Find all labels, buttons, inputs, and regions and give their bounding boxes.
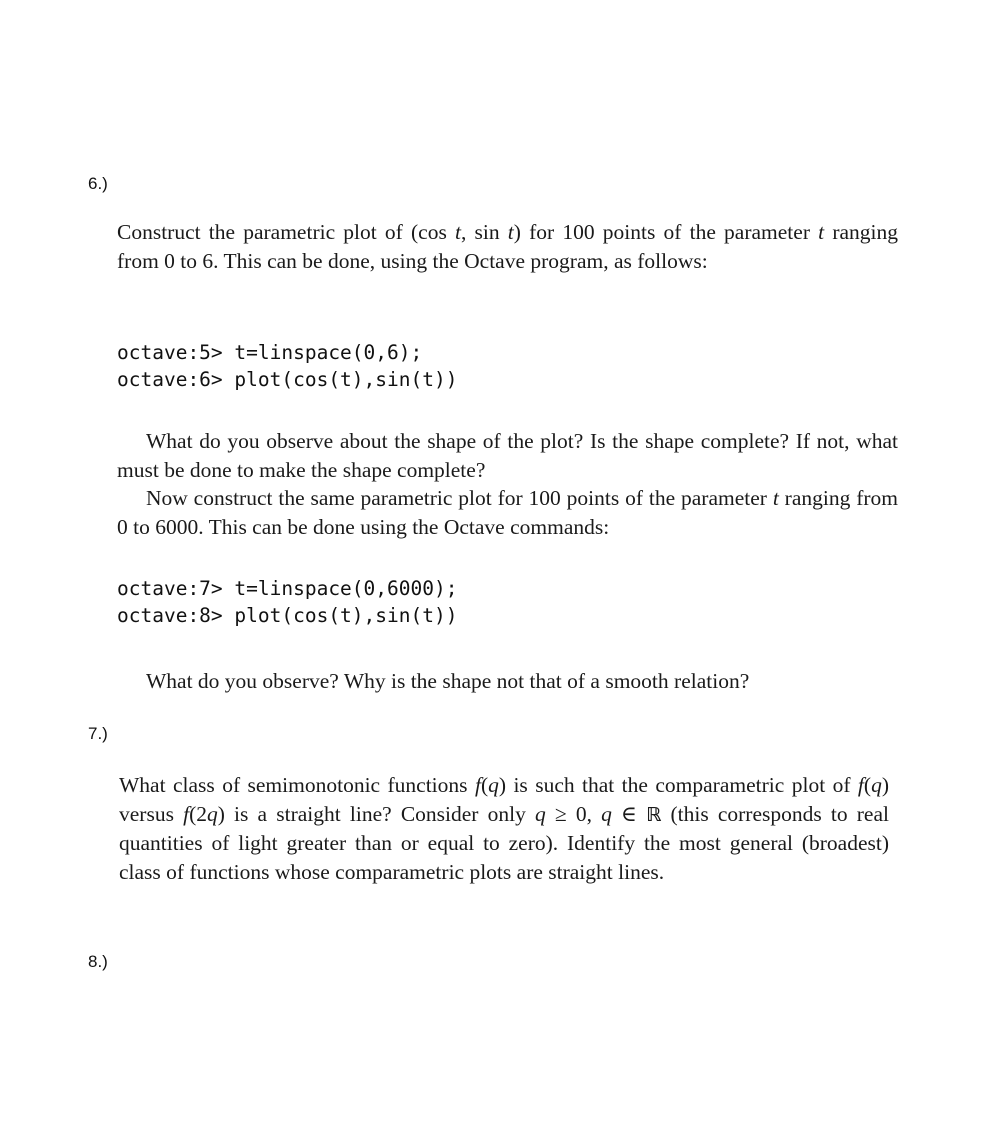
code-line: octave:8> plot(cos(t),sin(t)) — [117, 604, 458, 627]
code-line: octave:5> t=linspace(0,6); — [117, 341, 423, 364]
code-block-2 — [117, 575, 457, 629]
problem-6-question-3: What do you observe? Why is the shape not that of a smooth relation? — [146, 669, 750, 693]
code-block-1 — [117, 339, 457, 393]
problem-7-text: What class of semimonotonic functions f(q) is such that the comparametric plot of f(q) versus f(2q) is a straight line? Consider only q ≥ 0, q ∈ ℝ (this corresponds to real quantities of light greater than or equal to zero). Identify the most general (broadest) class of functions whose comparametric plots are straight lines. — [119, 773, 889, 884]
problem-8-number: 8.) — [88, 952, 108, 971]
problem-6-number: 6.) — [88, 174, 108, 193]
code-line: octave:6> plot(cos(t),sin(t)) — [117, 368, 458, 391]
code-line: octave:7> t=linspace(0,6000); — [117, 577, 458, 600]
problem-6-question-1: What do you observe about the shape of the plot? Is the shape complete? If not, what must be done to make the shape complete? — [117, 429, 898, 482]
problem-6-intro: Construct the parametric plot of (cos t, sin t) for 100 points of the parameter t ranging from 0 to 6. This can be done, using the Octave program, as follows: — [117, 220, 898, 273]
problem-7-number: 7.) — [88, 724, 108, 743]
reals-symbol: ℝ — [646, 803, 662, 826]
problem-6-question-2: Now construct the same parametric plot for 100 points of the parameter t ranging from 0 to 6000. This can be done using the Octave commands: — [117, 486, 898, 539]
